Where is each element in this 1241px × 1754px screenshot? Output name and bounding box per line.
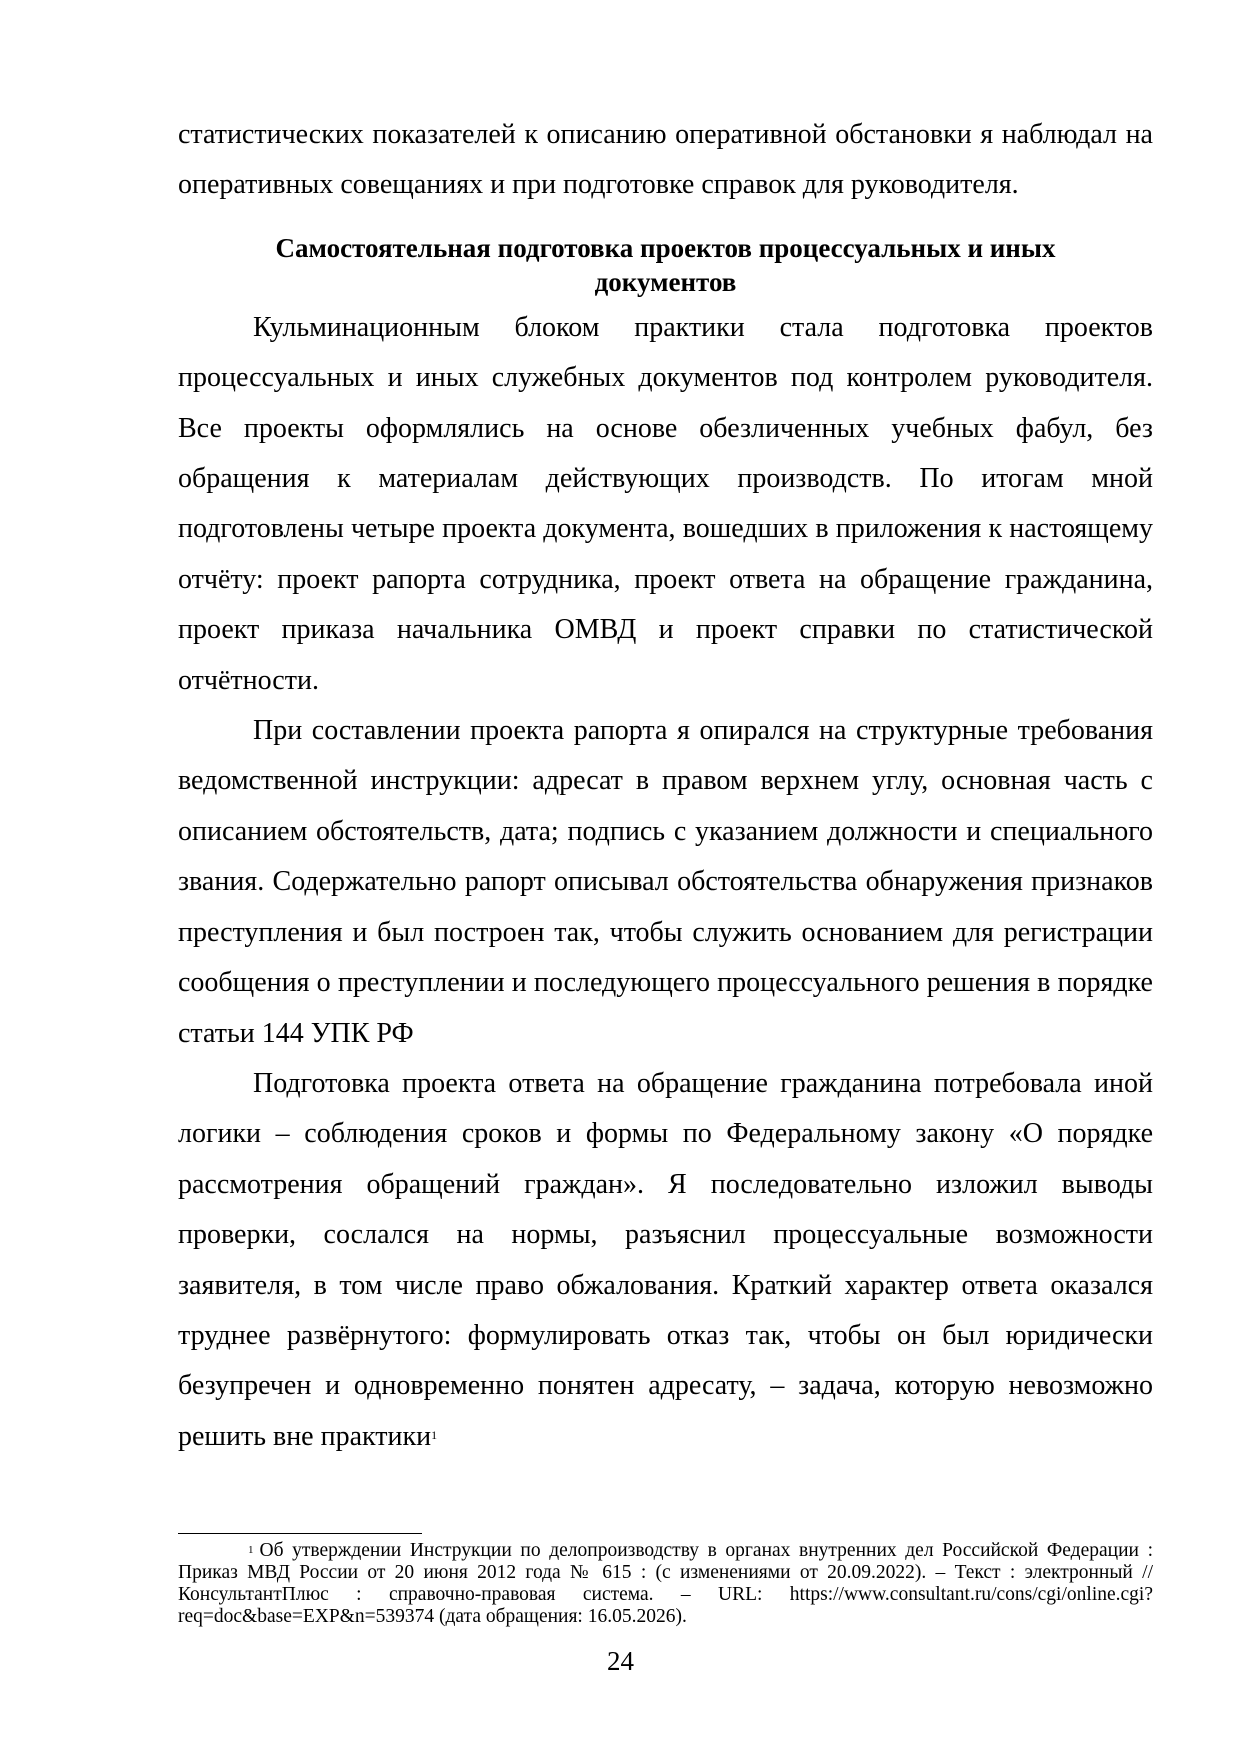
footnote-reference[interactable]: 1 — [431, 1427, 438, 1442]
paragraph-citizen-reply — [178, 1059, 1153, 1462]
paragraph-citizen-reply-text: Подготовка проекта ответа на обращение гражданина потребовала иной логики – соблюдения сроков и формы по Федеральному закону «О порядке рассмотрения обращений граждан». Я последовательно изложил выводы проверки, сослался на нормы, разъяснил процессуальные возможности заявителя, в том числе право обжалования. Краткий характер ответа оказался труднее развёрнутого: формулировать отказ так, чтобы он был юридически безупречен и одновременно понятен адресату, – задача, которую невозможно решить вне практики — [178, 1067, 1153, 1452]
paragraph-report-draft: При составлении проекта рапорта я опирался на структурные требования ведомственной инструкции: адресат в правом верхнем углу, основная часть с описанием обстоятельств, дата; подпись с указанием должности и специального звания. Содержательно рапорт описывал обстоятельства обнаружения признаков преступления и был построен так, чтобы служить основанием для регистрации сообщения о преступлении и последующего процессуального решения в порядке статьи 144 УПК РФ — [178, 715, 1153, 1049]
footnote-separator — [178, 1533, 422, 1534]
footnote-marker: 1 — [248, 1544, 254, 1556]
paragraph-culmination: Кульминационным блоком практики стала подготовка проектов процессуальных и иных служебных документов под контролем руководителя. Все проекты оформлялись на основе обезличенных учебных фабул, без обращения к материалам действующих производств. По итогам мной подготовлены четыре проекта документа, вошедших в приложения к настоящему отчёту: проект рапорта сотрудника, проект ответа на обращение гражданина, проект приказа начальника ОМВД и проект справки по статистической отчётности. — [178, 311, 1153, 696]
footnote — [178, 1540, 1153, 1628]
document-page-body — [178, 110, 1153, 1462]
footnote-text: Об утверждении Инструкции по делопроизводству в органах внутренних дел Российской Федерации : Приказ МВД России от 20 июня 2012 года № 615 : (с изменениями от 20.09.2022). – Текст : электронный // КонсультантПлюс : справочно-правовая система. – URL: https://www.consultant.ru/cons/cgi/online.cgi?req=doc&base=EXP&n=539374 (дата обращения: 16.05.2026). — [178, 1540, 1153, 1627]
paragraph-continuation: статистических показателей к описанию оперативной обстановки я наблюдал на оперативных совещаниях и при подготовке справок для руководителя. — [178, 119, 1153, 201]
page-number: 24 — [607, 1646, 634, 1676]
section-heading: Самостоятельная подготовка проектов процессуальных и иных документов — [275, 232, 1056, 297]
